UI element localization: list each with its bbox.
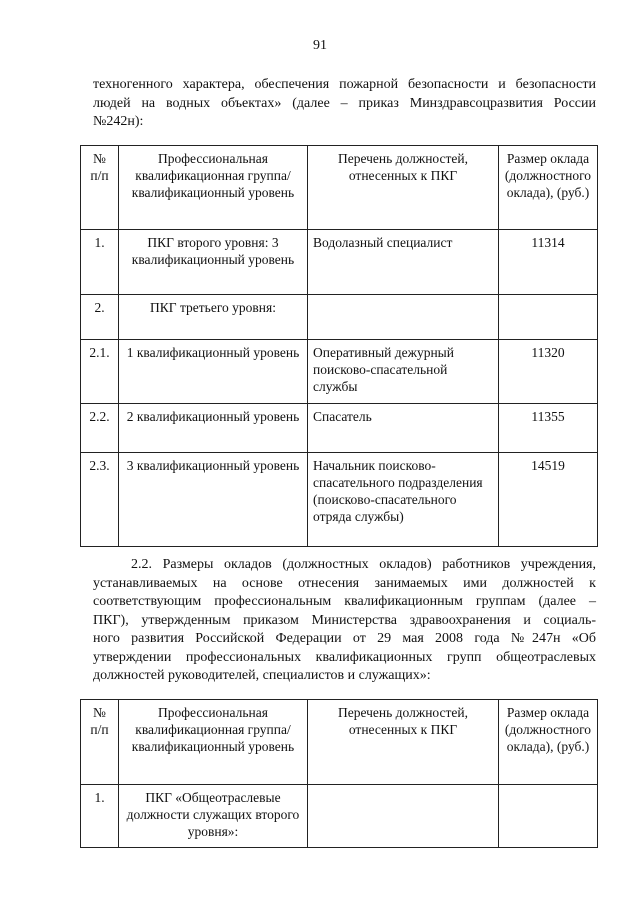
para-line: ного развития Российской Федерации от 29 мая 2008 года №247н «Об [93, 631, 596, 646]
row-group: 3 квалификационный уровень [119, 453, 308, 547]
row-salary: 14519 [499, 453, 598, 547]
row-positions [308, 785, 499, 848]
para-line: утверждении профессиональных квалификационных групп общеотраслевых [93, 649, 596, 665]
row-positions: Спасатель [308, 404, 499, 453]
row-group: ПКГ третьего уровня: [119, 295, 308, 340]
row-num: 2. [81, 295, 119, 340]
header-salary: Размер оклада (должностного оклада), (руб.) [499, 700, 598, 785]
row-salary: 11320 [499, 340, 598, 404]
row-group: ПКГ второго уровня: 3 квалификационный уровень [119, 230, 308, 295]
para-line: устанавливаемых на основе отнесения занимаемых ими должностей к [93, 575, 596, 591]
row-positions: Начальник поисково-спасательного подразделения (поисково-спасательного отряда службы) [308, 453, 499, 547]
para-line: соответствующим профессиональным квалификационным группам (далее – [93, 594, 596, 609]
section-2-2-paragraph [93, 556, 596, 686]
table-row [81, 785, 598, 848]
header-num: № п/п [81, 700, 119, 785]
table-header-row [81, 700, 598, 785]
row-num: 1. [81, 785, 119, 848]
row-positions: Водолазный специалист [308, 230, 499, 295]
table-row [81, 230, 598, 295]
header-group: Профессиональная квалификационная группа/ квалификационный уровень [119, 700, 308, 785]
header-positions: Перечень должностей, отнесенных к ПКГ [308, 146, 499, 230]
intro-paragraph [93, 76, 596, 132]
page-number: 91 [313, 38, 327, 53]
row-group: 2 квалификационный уровень [119, 404, 308, 453]
row-num: 2.3. [81, 453, 119, 547]
table-row [81, 453, 598, 547]
row-positions: Оперативный дежурный поисково-спасательной службы [308, 340, 499, 404]
row-num: 2.2. [81, 404, 119, 453]
table-row [81, 404, 598, 453]
row-salary [499, 295, 598, 340]
header-positions: Перечень должностей, отнесенных к ПКГ [308, 700, 499, 785]
intro-line: техногенного характера, обеспечения пожарной безопасности и безопасности [93, 77, 596, 92]
row-salary: 11314 [499, 230, 598, 295]
header-group: Профессиональная квалификационная группа/ квалификационный уровень [119, 146, 308, 230]
para-line: ПКГ), утвержденным приказом Министерства здравоохранения и социаль- [93, 612, 596, 628]
header-num: № п/п [81, 146, 119, 230]
row-positions [308, 295, 499, 340]
table-header-row [81, 146, 598, 230]
header-salary: Размер оклада (должностного оклада), (руб.) [499, 146, 598, 230]
intro-line: людей на водных объектах» (далее – приказ Минздравсоцразвития России [93, 95, 596, 111]
para-line: должностей руководителей, специалистов и служащих»: [93, 668, 431, 683]
intro-line: №242н): [93, 114, 144, 129]
table-row [81, 340, 598, 404]
salary-table-2 [80, 699, 598, 848]
row-salary: 11355 [499, 404, 598, 453]
row-salary [499, 785, 598, 848]
row-num: 1. [81, 230, 119, 295]
row-group: ПКГ «Общеотраслевые должности служащих второго уровня»: [119, 785, 308, 848]
salary-table-1 [80, 145, 598, 547]
para-line: 2.2. Размеры окладов (должностных окладов) работников учреждения, [131, 557, 596, 572]
row-group: 1 квалификационный уровень [119, 340, 308, 404]
row-num: 2.1. [81, 340, 119, 404]
table-row [81, 295, 598, 340]
